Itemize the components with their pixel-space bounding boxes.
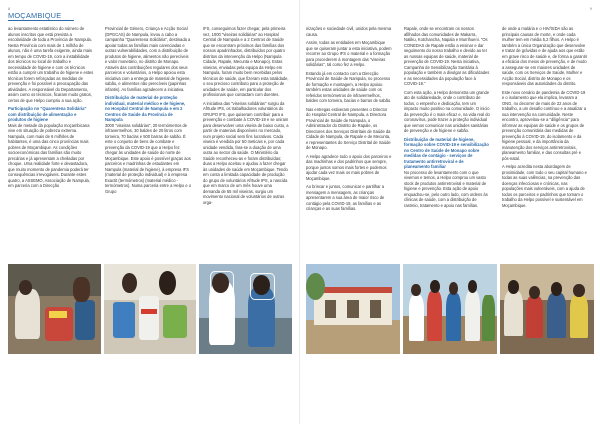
subheading: Distribuição de material de higiene, formação sobre COVID-19 e sensibilização no Centro de Saúde de Monapo sobre medidas de contágio - serviços de tratamento antirretroviral e de planeamento familiar [404,136,489,169]
paragraph: A iniciativa das "viseiras solidárias" surgiu da Afrtude IPS, os trabalhadores voluntários do GRUPO IFS, que quiseram contribuir para a prevenção e combate à COVID-19 e se uniram para desenvolver uma viseira de baixo custo, a partir de materiais disponíveis no mercado, num projeto social sem fins lucrativos. Cada viseira é vendida por 50 meticais e, por cada unidade vendida, fara-se a doação de uma outra ao sector da saúde. O Ministério da Saúde reconheceu-as e foram distribuídas; duas a Helpo aceitou e ajudou a fazer chegar às unidades de saúde em Moçambique. Tendo em conta a limitada capacidade de produção do grupo de voluntários Afrtude IPS, a nascida que em marco de um mês houve uma demanda de 55 mil viseiras, surgiu um movimento nacional de voluntários de outras orga- [203,100,289,205]
paragraph: Estando já em contacto com a Direcção Provincial de Saúde de Nampula, no processo de formação e montagem, a Helpo apoiou também estas unidades de saúde com os referidos termómetros de infravermelhos, baldes com torneira, bacias e barras de sabão. [306,70,392,103]
paragraph: ao levantamento estatístico do número de alunos inscritos que está prevista a escolaridade de toda a Província de Nampula. Nesta Província com mais de 1 milhão de alunos, não é uma tarefa exigente, ainda mais em tempo de COVID-19, com a instabilidade dos técnicos no local de trabalho e necessidade de higiene e com os técnicos estão a cumprir um trabalho de higiene e estes técnicos forem reforçadas as medidas de prevenção e foi possível a preocupação das atividades. A responsável do Departamento, assim como os técnicos, ficaram muito gratos, certos de que Helpo cumpriu a sua ação. [8,26,94,103]
section-title: MOÇAMBIQUE [8,11,62,20]
section-title-rule [8,20,74,21]
right-text-column-2 [404,26,490,248]
paragraph: 3000 "viseiras solidárias", 20 termómetros de infravermelhos, 30 baldes de 20 litros com torneira, 70 baclas e 500 barras de sabão. É este o conjunto de bens de combate e prevenção da COVID-19 que a Helpo fez chegar às unidades de saúde do norte de Moçambique. Este apoio é possível graças aos parceiros e madrinhas de estudantes em Nampula (material de higiene), à empresa IFS (material de proteção individual) e à empresa Exactit (termómetros) (material médico - termómetros). Numa parceria entre a Helpo e o Grupo [105,122,191,194]
photo-community-meeting [500,264,594,354]
subheading: Participação no "Quarentena Solidária" com distribuição de alimentação e produtos de higiene [8,106,87,122]
right-page [300,0,600,424]
paragraph: Mais de metade da população moçambicana vive em situação de pobreza extrema. Nampula, com mais de 6 milhões de habitantes, é uma das cinco províncias mais pobres de Moçambique. As condições socioeconómicas das famílias são muito precárias e já apresentam a cheiladas por choque. Uma realidade forte e devastadora, que muito momento de pandemia poderá ter consequências irrevogáveis. Durante estes quatro, a ASSEMO, Associação de Nampula, em parceria com a Direcção [8,122,90,188]
paragraph: A Helpo agradece todo o apoio dos parceiros e das madrinhas e dos padrinhos que sempre, porque juntos somos mais fortes e podemos ajudar cada vez mais os mais pobres de Moçambique. [306,153,392,181]
right-text-column-3 [502,26,588,248]
paragraph: de onde a malária e o HIV/SIDA são as principais causas de morte, e onde cada mulher tem em média 5,2 filhos. A Helpo é também a única Organização que desenvolve e tratar de grávidas e de ajuda aos que estão em grave risco de saúde e, de forma a garantir a eficácia dos meios de prevenção, e de modo a assegurar-se em maiores unidades de saúde, com os Serviços de Saúde, Mulher e Acção Social, distrito de Monapo e os responsáveis das autoridades do distrito. [502,26,588,86]
photo-health-team-group [403,264,497,354]
photo-health-centre-building [306,264,400,354]
photo-health-workers-visors [199,264,292,354]
subheading: Distribuição de material de proteção individual, material médico e de higiene, no Hospital Central de Nampula e em 2 Centros de Saúde da Província de Nampula [105,95,186,122]
paragraph: Este novo cenário de pandemia de COVID-19 e o isolamento que ela implica, levaram a ONG, no decorrer de mais de 22 anos de trabalho, a um desafio contínuo e a atualizar a sua intervenção na comunidade. Neste encontro, aproveitou-se a "diligência" para informar as equipas de saúde e os grupos de prevenção comunitária das medidas de prevenção à COVID-19, do isolamento e da higiene pessoal, e da importância da manutenção dos serviços antirretrovirais, planeamento familiar, e das consultas pré e pós-natal. [502,89,587,161]
left-text-column-1 [8,26,94,248]
paragraph: A Helpo acredita nesta abordagem de proximidade, com todo o seu capital humano e todas as suas valências, na prevenção das doenças infecciosas e crónicas, nas populações mais vulneráveis, com a ajuda de todos os parceiros e padrinhos que tornam o trabalho da Helpo possível e sustentável em Moçambique. [502,164,587,208]
paragraph: Rapale, onde se encontram os nossos afilhados das comunidades de Makarra, Natiku, Kotchancha, Napala e Murrihueni. "Os CONEDAS de Rapale estão a ensinar e dar seguimento do nosso trabalho e devido ao ter as nossas equipas de saúde, material de prevenção de COVID-19. Nesta iniciativa, Campanha de Sensibilização Sanitária à população e também a divulgar as dificuldades e as necessidades da população face à COVID-19." [404,26,490,86]
right-text-column-1 [306,26,392,248]
paragraph: Ao brincar e juntos, comunicar e partilhar a mensagem a mensagem, as crianças apresentarem a sua área de maior risco de contágio pela COVID-19, as famílias e as crianças e as suas famílias. [306,184,385,211]
paragraph: Com esta ação, a Helpo demonstra um grande ato de solidariedade, onde o contributo de todos, o empenho e dedicação, tem um impacto muito positivo na comunidade. O inicio da prevenção é o mais eficaz e, na vida real do coronavírus, pode trazer a proteção individual que vemos comunicar nas unidades sanitárias de prevenção e de higiene e sabão. [404,89,490,133]
paragraph: No processo de levantamento com o que vivemos e temos, a Helpo comprou um vasto stock de produtos antirretroviral e material de higiene e prevenção. Esta ação de apoio enquadrou-se, pelo outro lado, com ordens às clínicas de saúde, com a distribuição de rastreio, tratamento e apoio nas famílias. [404,169,488,208]
paragraph: IFS, conseguimos fazer chegar, pela primeira vez, 1000 "viseiras solidárias" ao Hospital Central de Nampula e a 2 Centros de Saúde que se encontram próximos das famílias dos nossos apadrinhados, distribuídos por quatro distritos da intervenção da Helpo (Nampula Cidade, Rapale, Mecunta e Monapo). Estas viseiras, enviadas pela equipa da Helpo em Nampula, foram muito bem recebidas pelos técnicos de saúde, que fizeram esta totalidade, o seu precioso contributo para a proteção de unidades de saúde, em particular dos profissionais que contactam com doentes. [203,26,289,97]
left-text-column-2 [105,26,191,248]
page-number-left: 8 [8,6,11,11]
left-photo-strip [8,264,292,354]
photo-food-distribution [8,264,101,354]
paragraph: Provincial de Género, Criança e Acção Social (DPGCAS) de Nampula, levou a cabo a campanha "Quarentena Solidária", destinada a apoiar todas as famílias mais carenciadas e outras vulnerabilidades, com a distribuição de produtos de higiene, alimentos não perecíveis e valor monetário, no distrito de Monapo. Através das contribuições regulares dos seus parceiros e voluntários, a Helpo apoiou esta iniciativa com a entrega de material de higiene, sabão, e alimentos não perecíveis (papinhas infantis). As famílias agradecem a iniciativa. [105,26,191,92]
photo-hygiene-supplies [104,264,197,354]
left-text-column-3 [203,26,289,248]
paragraph: Assim, todas as entidades em Moçambique que se quiseram juntar a esta iniciativa, podem recorrer ao Grupo IFS o material e a formação para procederem à montagem das "viseiras solidárias", tal como fez a Helpo. [306,40,392,67]
paragraph: Nas entregas estiveram presentes o Director do Hospital Central de Nampula, a Directora Provincial de Saúde de Nampula, o Administrador do Distrito de Rapale, os Directores dos Serviços Distritais de Saúde da Cidade de Nampula, de Rapale e de Mecunta, e representantes do Serviço Distrital de Saúde de Monapo. [306,106,391,150]
paragraph: nizações e sociedade civil, unidos pela mesma causa. [306,26,392,37]
right-photo-strip [306,264,594,354]
page-number-right: 9 [589,6,592,11]
